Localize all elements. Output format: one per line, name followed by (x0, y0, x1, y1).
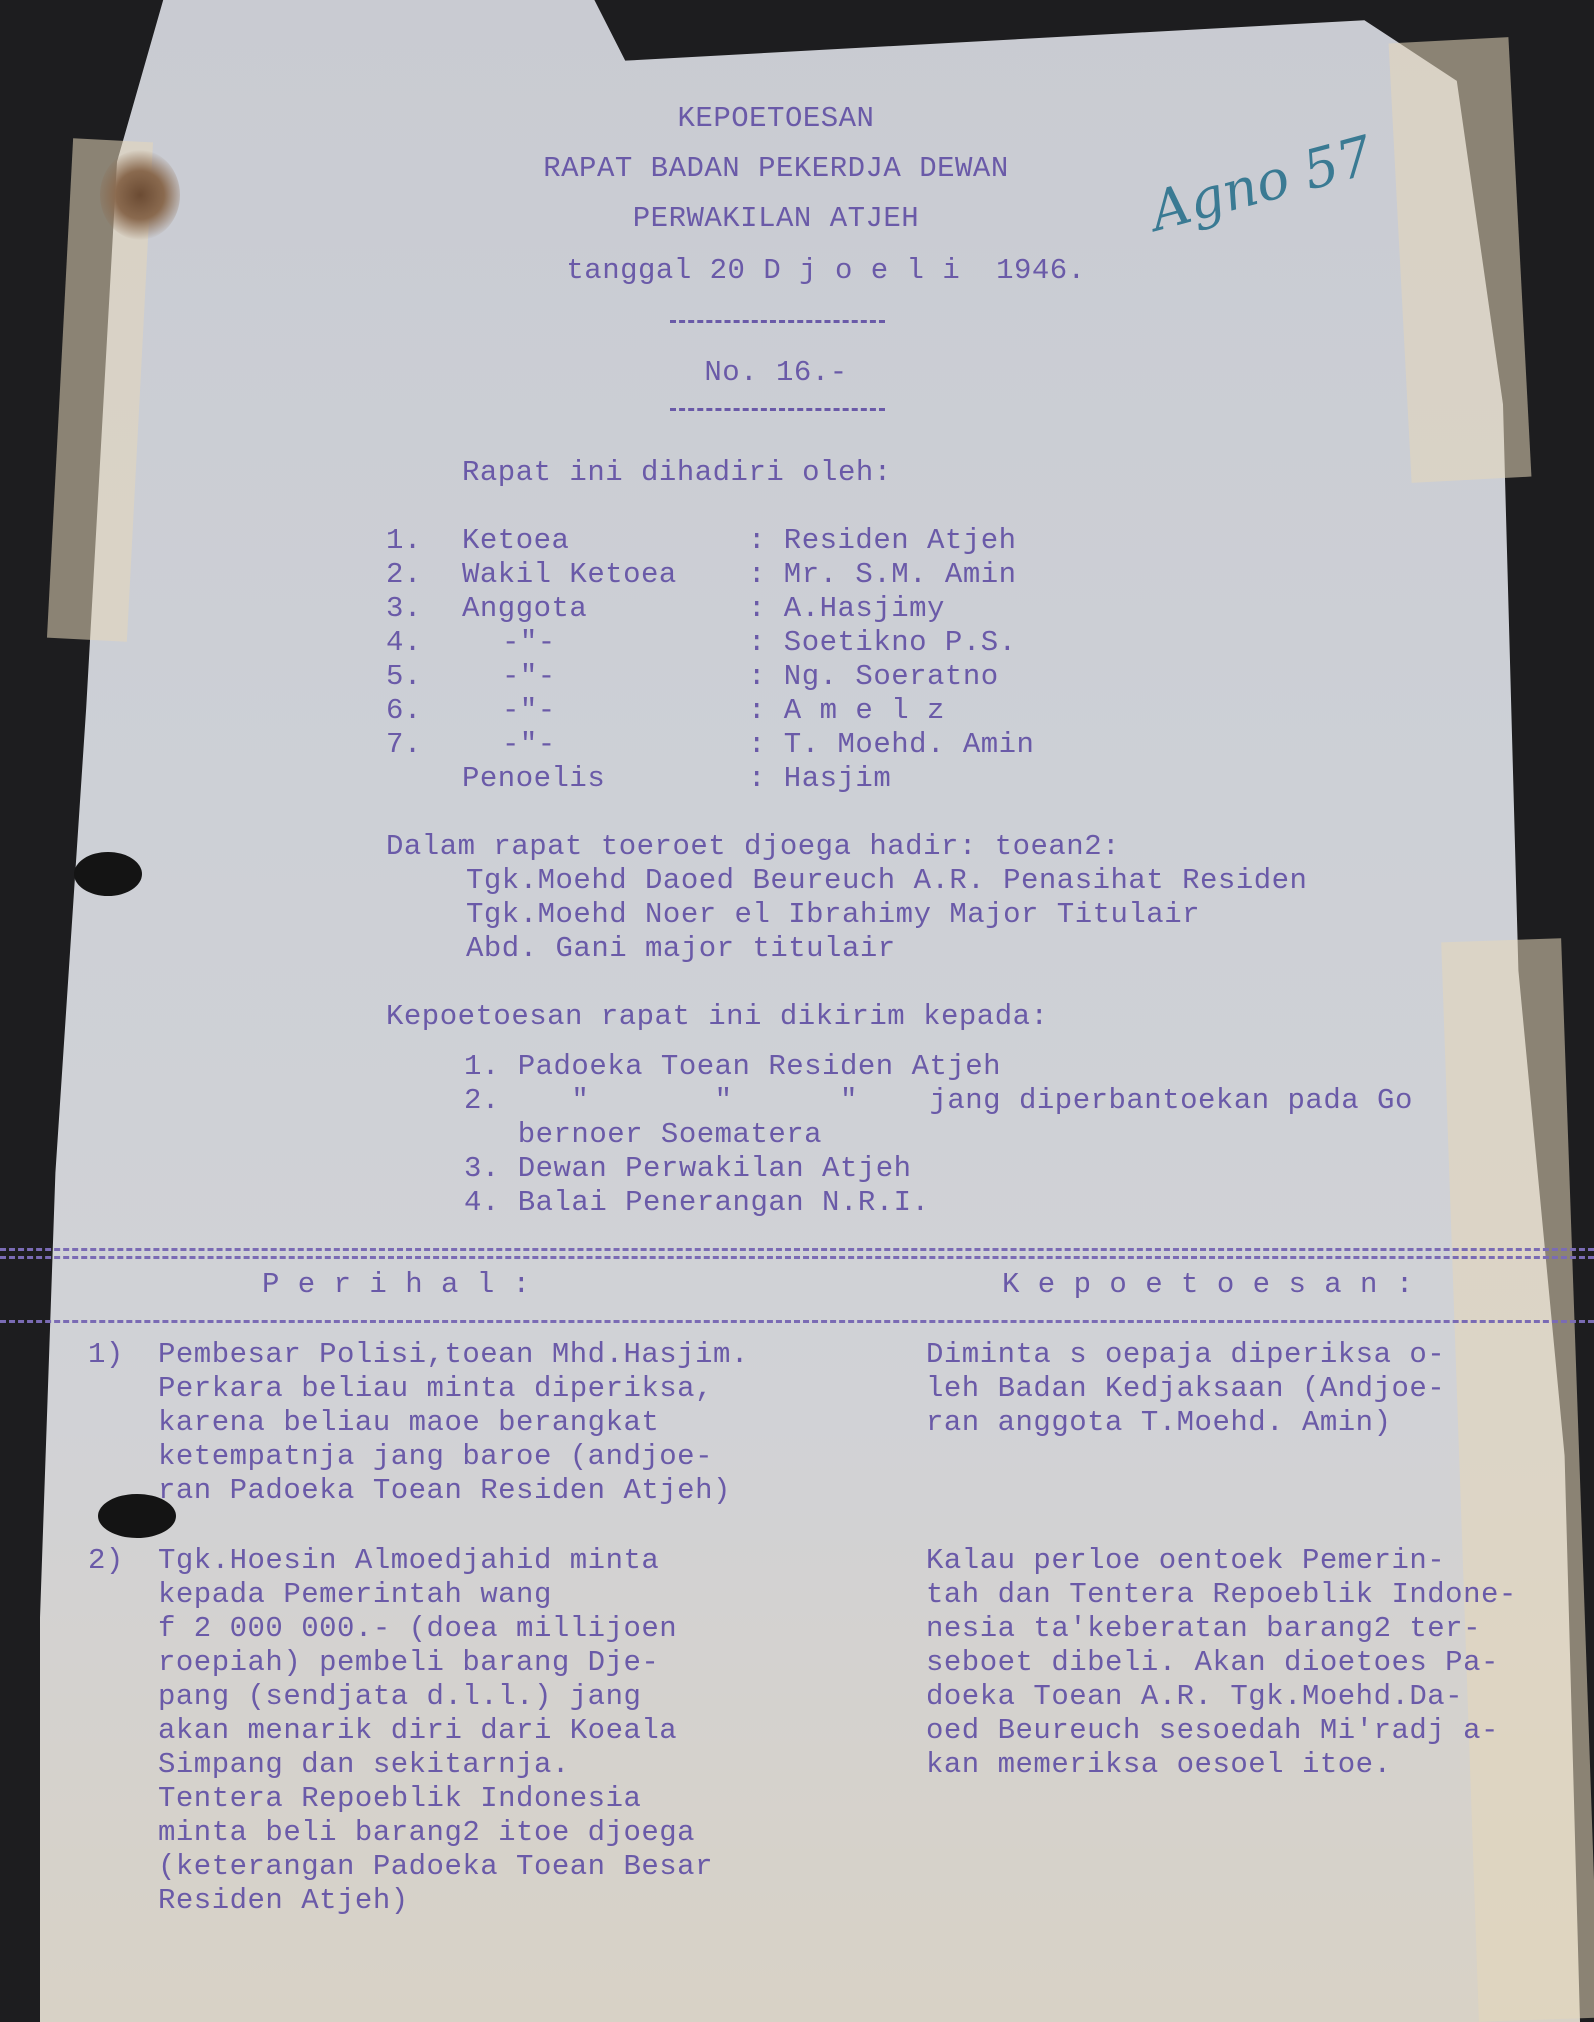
item-keputusan-line: seboet dibeli. Akan dioetoes Pa- (926, 1646, 1499, 1679)
also-present-line: Tgk.Moehd Noer el Ibrahimy Major Titulair (466, 898, 1201, 931)
item-keputusan-line: leh Badan Kedjaksaan (Andjoe- (926, 1372, 1446, 1405)
item-perihal-line: pang (sendjata d.l.l.) jang (158, 1680, 642, 1713)
attendance-num: 6. (386, 694, 422, 727)
also-present-line: Abd. Gani major titulair (466, 932, 896, 965)
handwritten-annotation: Agno 57 (1143, 123, 1380, 244)
attendance-role: -"- (502, 660, 556, 693)
item-keputusan-line: Kalau perloe oentoek Pemerin- (926, 1544, 1446, 1577)
item-perihal-line: (keterangan Padoeka Toean Besar (158, 1850, 713, 1883)
item-perihal-line: kepada Pemerintah wang (158, 1578, 552, 1611)
header-date: tanggal 20 D j o e l i 1946. (566, 254, 1086, 287)
rust-stain (100, 150, 180, 240)
also-present-intro: Dalam rapat toeroet djoega hadir: toean2: (386, 830, 1121, 863)
table-rule-top (0, 1248, 1594, 1251)
item-keputusan-line: ran anggota T.Moehd. Amin) (926, 1406, 1392, 1439)
item-perihal-line: ketempatnja jang baroe (andjoe- (158, 1440, 713, 1473)
header-subtitle-2: PERWAKILAN ATJEH (632, 202, 920, 235)
attendance-role: -"- (502, 626, 556, 659)
item-number: 1) (88, 1338, 124, 1371)
attendance-num: 4. (386, 626, 422, 659)
attendance-num: 7. (386, 728, 422, 761)
item-perihal-line: Pembesar Polisi,toean Mhd.Hasjim. (158, 1338, 749, 1371)
item-keputusan-line: oed Beureuch sesoedah Mi'radj a- (926, 1714, 1499, 1747)
header-subtitle-1: RAPAT BADAN PEKERDJA DEWAN (543, 152, 1009, 185)
attendance-name: : Soetikno P.S. (748, 626, 1017, 659)
table-rule-top-2 (0, 1256, 1594, 1259)
attendance-name: : Residen Atjeh (748, 524, 1017, 557)
sent-to-line: 2. " " " jang diperbantoekan pada Go (464, 1084, 1413, 1117)
item-perihal-line: akan menarik diri dari Koeala (158, 1714, 678, 1747)
item-keputusan-line: tah dan Tentera Repoeblik Indone- (926, 1578, 1517, 1611)
attendance-role: Ketoea (462, 524, 570, 557)
attendance-num: 5. (386, 660, 422, 693)
attendance-role: Wakil Ketoea (462, 558, 677, 591)
item-perihal-line: Tentera Repoeblik Indonesia (158, 1782, 642, 1815)
attendance-num: 2. (386, 558, 422, 591)
item-keputusan-line: Diminta s oepaja diperiksa o- (926, 1338, 1446, 1371)
sent-to-line: 1. Padoeka Toean Residen Atjeh (464, 1050, 1002, 1083)
sent-to-line: 3. Dewan Perwakilan Atjeh (464, 1152, 912, 1185)
item-perihal-line: Simpang dan sekitarnja. (158, 1748, 570, 1781)
attendance-name: : A.Hasjimy (748, 592, 945, 625)
document-number: No. 16.- (704, 356, 848, 389)
attendance-name: : Mr. S.M. Amin (748, 558, 1017, 591)
item-number: 2) (88, 1544, 124, 1577)
attendance-name: : Ng. Soeratno (748, 660, 999, 693)
sent-to-line: bernoer Soematera (464, 1118, 823, 1151)
attendance-num: 3. (386, 592, 422, 625)
item-perihal-line: Residen Atjeh) (158, 1884, 409, 1917)
attendance-name: : A m e l z (748, 694, 945, 727)
attendance-name: : T. Moehd. Amin (748, 728, 1035, 761)
sent-to-line: 4. Balai Penerangan N.R.I. (464, 1186, 930, 1219)
tape-strip-right-top (1389, 37, 1532, 483)
item-keputusan-line: nesia ta'keberatan barang2 ter- (926, 1612, 1481, 1645)
item-perihal-line: Perkara beliau minta diperiksa, (158, 1372, 713, 1405)
attendance-intro: Rapat ini dihadiri oleh: (462, 456, 892, 489)
attendance-role: -"- (502, 694, 556, 727)
item-perihal-line: karena beliau maoe berangkat (158, 1406, 660, 1439)
header-title: KEPOETOESAN (677, 102, 875, 135)
attendance-role: -"- (502, 728, 556, 761)
item-perihal-line: f 2 000 000.- (doea millijoen (158, 1612, 678, 1645)
attendance-role: Penoelis (462, 762, 606, 795)
also-present-line: Tgk.Moehd Daoed Beureuch A.R. Penasihat Residen (466, 864, 1308, 897)
item-perihal-line: minta beli barang2 itoe djoega (158, 1816, 696, 1849)
sent-to-intro: Kepoetoesan rapat ini dikirim kepada: (386, 1000, 1049, 1033)
punch-hole-top (74, 852, 142, 896)
header-divider-top (670, 320, 885, 323)
table-header-perihal: P e r i h a l : (262, 1268, 531, 1301)
table-header-kepoetoesan: K e p o e t o e s a n : (1002, 1268, 1414, 1301)
item-perihal-line: ran Padoeka Toean Residen Atjeh) (158, 1474, 731, 1507)
header-divider-bottom (670, 408, 885, 411)
table-rule-header (0, 1320, 1594, 1323)
attendance-role: Anggota (462, 592, 588, 625)
attendance-name: : Hasjim (748, 762, 892, 795)
attendance-num: 1. (386, 524, 422, 557)
item-perihal-line: roepiah) pembeli barang Dje- (158, 1646, 660, 1679)
item-keputusan-line: kan memeriksa oesoel itoe. (926, 1748, 1392, 1781)
item-keputusan-line: doeka Toean A.R. Tgk.Moehd.Da- (926, 1680, 1464, 1713)
item-perihal-line: Tgk.Hoesin Almoedjahid minta (158, 1544, 660, 1577)
